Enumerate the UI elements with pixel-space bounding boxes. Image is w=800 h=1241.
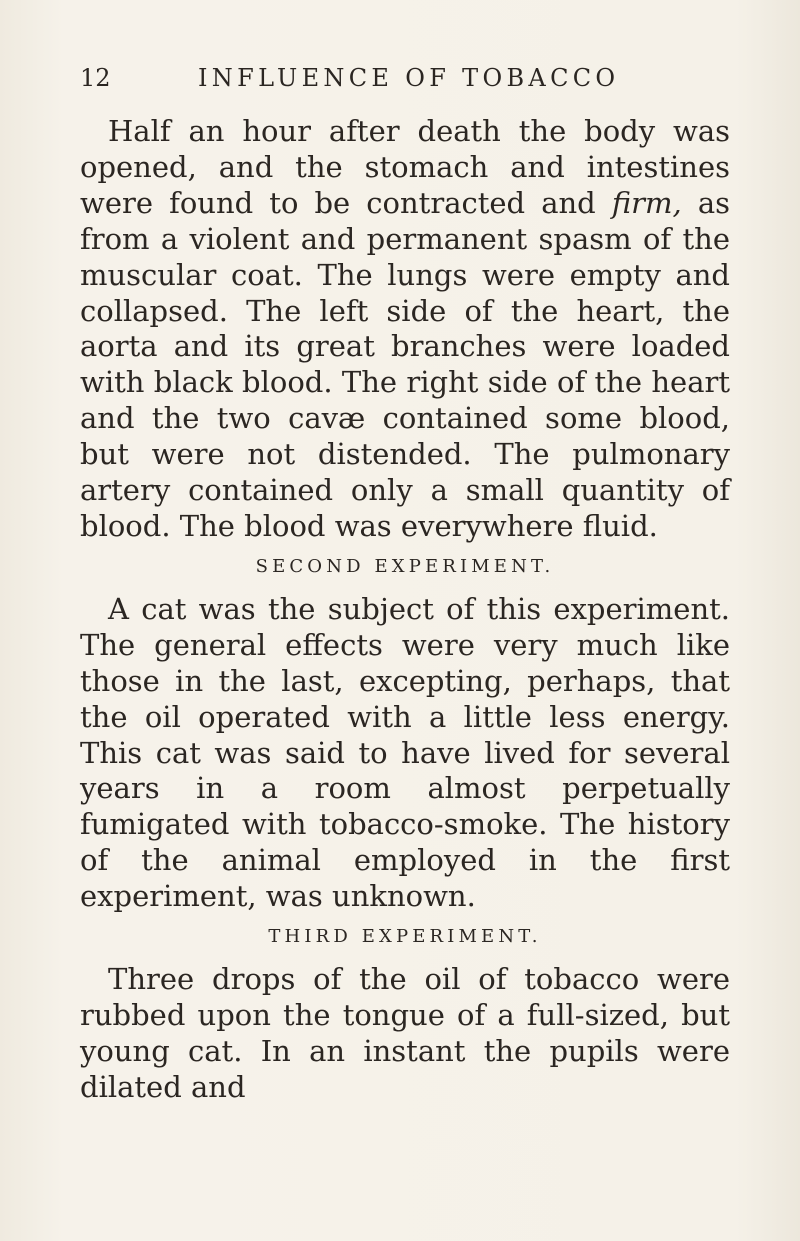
paragraph-autopsy-part-2: as from a violent and permanent spasm of the muscular coat. The lungs were empty and collapsed. The left side of the heart, the aorta and its great branches were loaded with black blood. The right side of the heart and the two cavæ contained some blood, but were not distended. The pulmonary artery contained only a small quantity of blood. The blood was everywhere fluid. [80,185,731,543]
running-header [80,58,720,98]
body-text [80,114,730,1106]
running-title: INFLUENCE OF TOBACCO [198,64,620,92]
emphasized-word: firm, [611,185,682,220]
paragraph-third-experiment: Three drops of the oil of tobacco were rubbed upon the tongue of a full-sized, but young cat. In an instant the pupils were dilated and [80,962,730,1104]
paragraph-autopsy-part-1: Half an hour after death the body was opened, and the stomach and intestines were found to be contracted and [80,114,730,220]
paragraph-second-experiment: A cat was the subject of this experiment. The general effects were very much like those in the last, excepting, perhaps, that the oil operated with a little less energy. This cat was said to have lived for several years in a room almost perpetually fumigated with tobacco-smoke. The history of the animal employed in the first experiment, was unknown. [80,591,730,914]
second-experiment-heading: SECOND EXPERIMENT. [255,555,555,577]
third-experiment-heading: THIRD EXPERIMENT. [268,926,542,948]
page-number: 12 [80,64,111,92]
paragraph-autopsy [80,114,730,545]
